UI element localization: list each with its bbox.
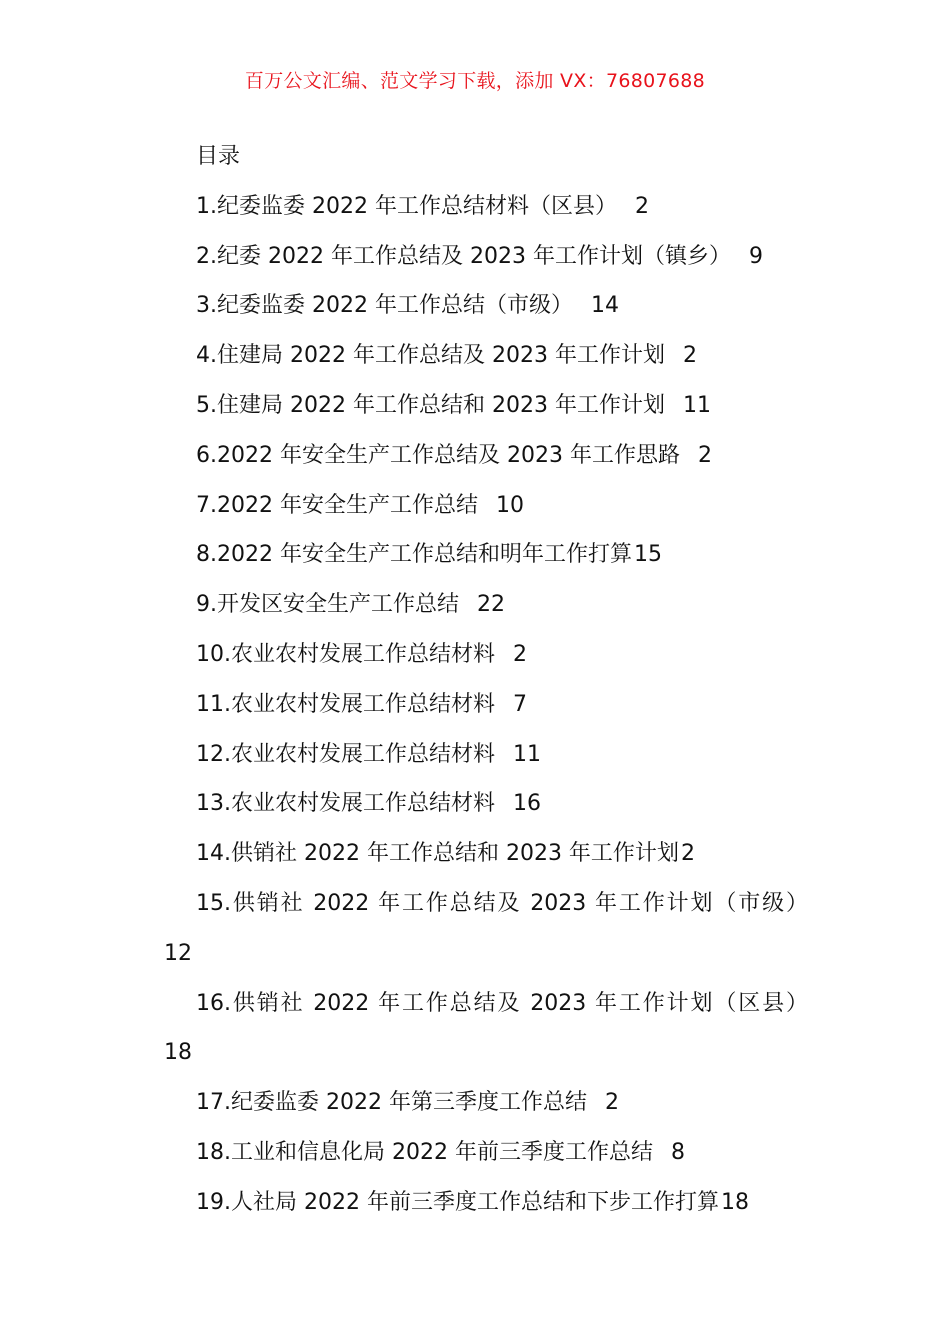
toc-item-title: 6.2022 年安全生产工作总结及 2023 年工作思路 <box>196 442 680 468</box>
toc-item <box>146 1128 808 1178</box>
toc-item-page: 7 <box>513 691 527 717</box>
toc-item <box>146 431 808 481</box>
toc-item <box>146 630 808 680</box>
toc-item <box>146 979 808 1079</box>
toc-item-page: 11 <box>513 741 541 767</box>
toc-item-page: 18 <box>720 1189 749 1215</box>
toc-item <box>146 232 808 282</box>
toc-item-title: 1.纪委监委 2022 年工作总结材料（区县） <box>196 193 617 219</box>
toc-item-page: 2 <box>680 841 695 867</box>
toc-item-page: 10 <box>495 492 524 518</box>
toc-title: 目录 <box>196 144 241 169</box>
toc-list <box>146 182 808 1228</box>
toc-item <box>146 182 808 232</box>
toc-item <box>146 680 808 730</box>
toc-item-page: 2 <box>697 442 712 468</box>
toc-item <box>146 481 808 531</box>
toc-item-title: 8.2022 年安全生产工作总结和明年工作打算 <box>196 542 632 568</box>
toc-item-title: 4.住建局 2022 年工作总结及 2023 年工作计划 <box>196 343 665 369</box>
toc-item-title: 15.供销社 2022 年工作总结及 2023 年工作计划（市级） <box>196 890 808 916</box>
toc-item-title: 18.工业和信息化局 2022 年前三季度工作总结 <box>196 1139 653 1165</box>
toc-item <box>146 829 808 879</box>
toc-item-page: 2 <box>634 193 649 219</box>
toc-item-title: 12.农业农村发展工作总结材料 <box>196 741 495 767</box>
toc-item-page: 12 <box>164 940 192 966</box>
toc-item <box>146 730 808 780</box>
toc-item <box>146 879 808 979</box>
toc-item-page: 2 <box>604 1090 619 1116</box>
toc-item <box>146 331 808 381</box>
toc-item-page: 16 <box>513 791 541 817</box>
toc-item-page: 9 <box>748 243 763 269</box>
toc-item-title: 16.供销社 2022 年工作总结及 2023 年工作计划（区县） <box>196 990 808 1016</box>
toc-item-page: 15 <box>633 542 662 568</box>
toc-item-page: 2 <box>513 641 527 667</box>
toc-item-title: 17.纪委监委 2022 年第三季度工作总结 <box>196 1090 587 1116</box>
toc-item <box>146 281 808 331</box>
toc-item-page: 8 <box>670 1139 685 1165</box>
toc-item <box>146 779 808 829</box>
toc-item-page: 18 <box>164 1040 192 1066</box>
toc-item-title: 2.纪委 2022 年工作总结及 2023 年工作计划（镇乡） <box>196 243 731 269</box>
toc-item-page: 14 <box>590 293 619 319</box>
toc-item-page: 22 <box>477 592 505 618</box>
toc-item <box>146 1078 808 1128</box>
toc-item-title: 13.农业农村发展工作总结材料 <box>196 791 495 817</box>
toc-item-title: 9.开发区安全生产工作总结 <box>196 592 459 618</box>
toc-item <box>146 1178 808 1228</box>
toc-item-title: 7.2022 年安全生产工作总结 <box>196 492 478 518</box>
toc-item-title: 11.农业农村发展工作总结材料 <box>196 691 495 717</box>
watermark-header: 百万公文汇编、范文学习下载，添加 VX：76807688 <box>244 70 706 92</box>
table-of-contents <box>146 132 808 1228</box>
toc-item <box>146 530 808 580</box>
toc-item-title: 19.人社局 2022 年前三季度工作总结和下步工作打算 <box>196 1189 719 1215</box>
toc-item-page: 11 <box>682 392 711 418</box>
toc-item <box>146 381 808 431</box>
toc-item <box>146 580 808 630</box>
toc-item-title: 3.纪委监委 2022 年工作总结（市级） <box>196 293 573 319</box>
toc-item-title: 14.供销社 2022 年工作总结和 2023 年工作计划 <box>196 841 679 867</box>
toc-item-page: 2 <box>682 343 697 369</box>
toc-item-title: 10.农业农村发展工作总结材料 <box>196 641 495 667</box>
toc-item-title: 5.住建局 2022 年工作总结和 2023 年工作计划 <box>196 392 665 418</box>
